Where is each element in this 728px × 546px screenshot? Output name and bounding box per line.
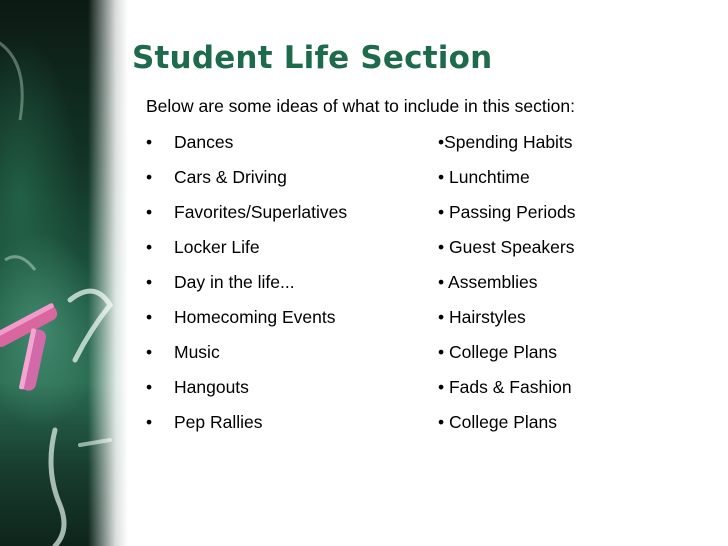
left-list-item (146, 128, 347, 163)
list-item-text: Pep Rallies (174, 412, 263, 432)
left-list-item (146, 198, 347, 233)
list-item-text: • Lunchtime (438, 167, 530, 187)
list-item-text: Homecoming Events (174, 307, 336, 327)
right-list-item (438, 268, 575, 303)
left-list-item (146, 338, 347, 373)
right-list-item (438, 128, 575, 163)
list-item-text: •Spending Habits (438, 132, 573, 152)
right-list-item (438, 198, 575, 233)
right-bullet-list (438, 128, 575, 443)
bullet-icon: • (146, 412, 153, 432)
list-item-text: Locker Life (174, 237, 260, 257)
right-list-item (438, 233, 575, 268)
right-list-item (438, 373, 575, 408)
right-list-item (438, 408, 575, 443)
bullet-icon: • (146, 307, 153, 327)
bullet-icon: • (146, 342, 153, 362)
bullet-icon: • (146, 377, 153, 397)
list-item-text: Hangouts (174, 377, 249, 397)
list-item-text: Favorites/Superlatives (174, 202, 348, 222)
left-list-item (146, 268, 347, 303)
list-item-text: • Assemblies (438, 272, 538, 292)
bullet-icon: • (146, 167, 153, 187)
right-list-item (438, 163, 575, 198)
pink-chalk-icon (0, 303, 60, 392)
chalkboard-decoration (0, 0, 128, 546)
left-list-item (146, 233, 347, 268)
list-item-text: • College Plans (438, 412, 557, 432)
list-item-text: • College Plans (438, 342, 557, 362)
slide-title: Student Life Section (132, 40, 493, 76)
left-list-item (146, 303, 347, 338)
bullet-icon: • (146, 237, 153, 257)
chalk-drawing (0, 0, 128, 546)
left-list-item (146, 163, 347, 198)
left-bullet-list (146, 128, 347, 443)
list-item-text: Dances (174, 132, 234, 152)
left-list-item (146, 408, 347, 443)
list-item-text: • Fads & Fashion (438, 377, 572, 397)
bullet-icon: • (146, 272, 153, 292)
list-item-text: Cars & Driving (174, 167, 287, 187)
list-item-text: Music (174, 342, 220, 362)
left-list-item (146, 373, 347, 408)
right-list-item (438, 303, 575, 338)
right-list-item (438, 338, 575, 373)
list-item-text: • Guest Speakers (438, 237, 575, 257)
list-item-text: • Passing Periods (438, 202, 576, 222)
intro-text: Below are some ideas of what to include in this section: (146, 96, 575, 116)
bullet-icon: • (146, 132, 153, 152)
bullet-icon: • (146, 202, 153, 222)
list-item-text: • Hairstyles (438, 307, 526, 327)
list-item-text: Day in the life... (174, 272, 295, 292)
